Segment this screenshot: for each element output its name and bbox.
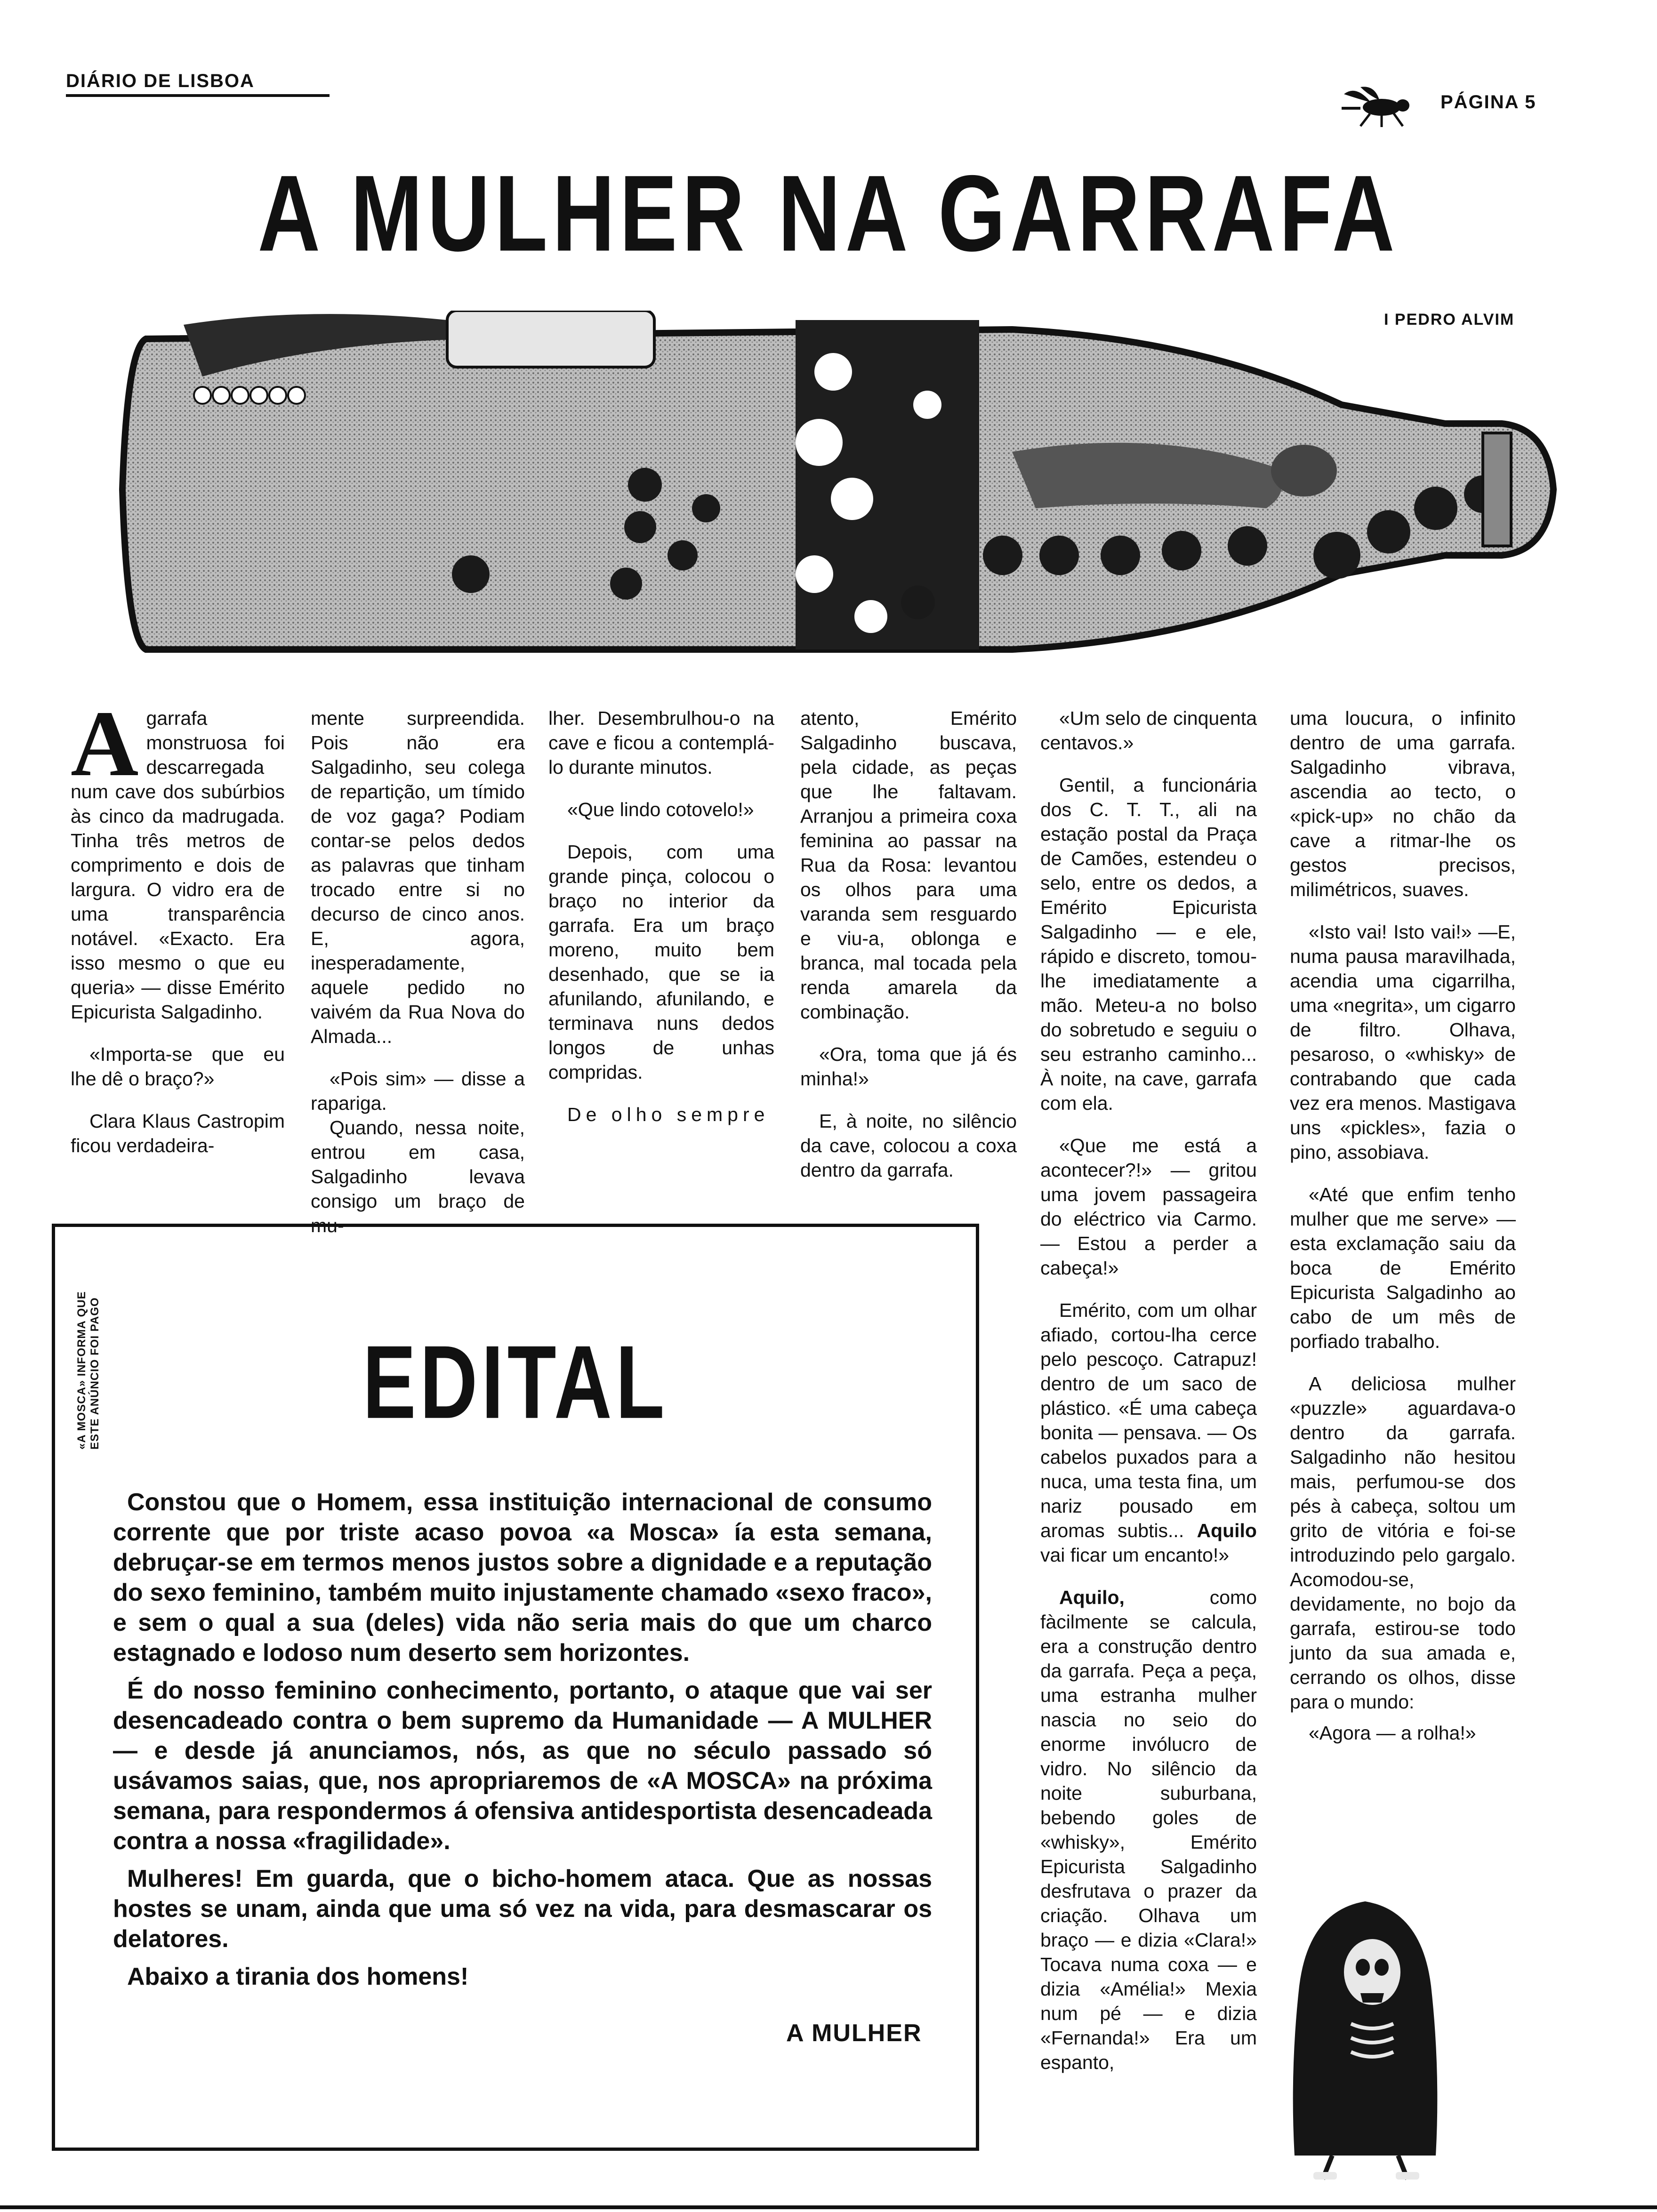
- byline-author: PEDRO ALVIM: [1394, 311, 1515, 329]
- article-column-6: [1290, 706, 1516, 1763]
- paragraph-text: Emérito, com um olhar afiado, cortou-lha cerce pelo pescoço. Catrapuz! dentro de um saco de plástico. «É uma cabeça bonita — pensava. — Os cabelos puxados para a nuca, uma testa fina, um nariz pousado em aromas subtis...: [1040, 1299, 1257, 1541]
- paragraph: «Até que enfim tenho mulher que me serve» — esta exclamação saiu da boca de Emérito Epicurista Salgadinho ao cabo de um mês de porfiado trabalho.: [1290, 1184, 1516, 1352]
- paragraph: Clara Klaus Castropim ficou verdadeira-: [71, 1110, 285, 1156]
- edital-side-note-text: «A MOSCA» INFORMA QUE ESTE ANÚNCIO FOI PAGO: [75, 1291, 101, 1450]
- article-column-3: [548, 706, 774, 1145]
- paragraph: «Um selo de cinquenta centavos.»: [1040, 707, 1257, 753]
- edital-paragraph: Abaixo a tirania dos homens!: [127, 1963, 469, 1990]
- paragraph: «Que lindo cotovelo!»: [567, 799, 754, 820]
- headline: A MULHER NA GARRAFA: [257, 152, 1400, 274]
- paragraph: uma loucura, o infinito dentro de uma garrafa. Salgadinho vibrava, ascendia ao tecto, o «pick-up» no chão da cave a ritmar-lhe os gestos precisos, milimétricos, suaves.: [1290, 707, 1516, 900]
- paragraph: [1040, 1298, 1257, 1567]
- paragraph-text: vai ficar um encanto!»: [1040, 1544, 1230, 1566]
- bold-word: Aquilo,: [1059, 1587, 1125, 1608]
- paragraph: lher. Desembrulhou-o na cave e ficou a contemplá-lo durante minutos.: [548, 707, 774, 778]
- article-column-4: [800, 706, 1017, 1200]
- page-number: PÁGINA 5: [1440, 92, 1536, 112]
- paragraph: «Isto vai! Isto vai!» —E, numa pausa maravilhada, acendia uma cigarrilha, uma «negrita», um cigarro de filtro. Olhava, pesaroso, o «whisky» de contrabando que cada vez era menos. Mastigava uns «pickles», fazia o pino, assobiava.: [1290, 921, 1516, 1163]
- paragraph: «Agora — a rolha!»: [1309, 1722, 1476, 1744]
- paragraph: [1040, 1585, 1257, 2075]
- article-column-2: [311, 706, 525, 1256]
- edital-title: EDITAL: [362, 1324, 668, 1441]
- paragraph: E, à noite, no silêncio da cave, colocou a coxa dentro da garrafa.: [800, 1110, 1017, 1181]
- paragraph: «Importa-se que eu lhe dê o braço?»: [71, 1043, 285, 1090]
- paragraph: De olho sempre: [567, 1104, 770, 1125]
- edital-paragraph: Mulheres! Em guarda, que o bicho-homem ataca. Que as nossas hostes se unam, ainda que uma só vez na vida, para desmascarar os delatores.: [113, 1865, 932, 1953]
- article-column-5: [1040, 706, 1257, 2092]
- paragraph: atento, Emérito Salgadinho buscava, pela cidade, as peças que lhe faltavam. Arranjou a primeira coxa feminina ao passar na Rua da Rosa: levantou os olhos para uma varanda sem resguardo e viu-a, oblonga e branca, mal tocada pela renda amarela da combinação.: [800, 707, 1017, 1023]
- edital-signature: A MULHER: [786, 2020, 922, 2047]
- edital-paragraph: É do nosso feminino conhecimento, portanto, o ataque que vai ser desencadeado contra o bem supremo da Humanidade — A MULHER — e desde já anunciamos, nós, as que no século passado só usávamos saias, que, nos apropriaremos de «A MOSCA» na próxima semana, para respondermos á ofensiva antidesportista desencadeada contra a nossa «fragilidade».: [113, 1677, 932, 1855]
- paragraph: mente surpreendida. Pois não era Salgadinho, seu colega de repartição, um tímido de voz gaga? Podiam contar-se pelos dedos as palavras que tinham trocado entre si no decurso de cinco anos. E, agora, inesperadamente, aquele pedido no vaivém da Rua Nova do Almada...: [311, 707, 525, 1047]
- bottom-rule: [0, 2205, 1657, 2209]
- paragraph: Depois, com uma grande pinça, colocou o braço no interior da garrafa. Era um braço moreno, muito bem desenhado, que se ia afunilando, afunilando, e terminava nuns dedos longos de unhas compridas.: [548, 841, 774, 1083]
- drop-cap: A: [71, 692, 139, 796]
- paragraph: garrafa monstruosa foi descarregada num cave dos subúrbios às cinco da madrugada. Tinha três metros de comprimento e dois de largura. O vidro era de uma transparência notável. «Exacto. Era isso mesmo o que eu queria» — disse Emérito Epicurista Salgadinho.: [71, 707, 285, 1023]
- paragraph: «Pois sim» — disse a rapariga.: [311, 1068, 525, 1114]
- article-column-1: [71, 692, 285, 1158]
- byline: I PEDRO ALVIM: [1384, 311, 1515, 329]
- fly-logo-icon: [1342, 85, 1422, 127]
- paragraph-text: como fàcilmente se calcula, era a construção dentro da garrafa. Peça a peça, uma estranha mulher nascia no seio do enorme invólucro de vidro. No silêncio da noite suburbana, bebendo goles de «whisky», Emérito Epicurista Salgadinho desfrutava o prazer da criação. Olhava um braço — e dizia «Clara!» Tocava numa coxa — e dizia «Amélia!» Mexia num pé — e dizia «Fernanda!» Era um espanto,: [1040, 1587, 1257, 2073]
- masthead-rule: [66, 94, 330, 97]
- paragraph: Quando, nessa noite, entrou em casa, Salgadinho levava consigo um braço de mu-: [311, 1117, 525, 1236]
- edital-body: [113, 1487, 932, 1999]
- bottle-illustration: [118, 311, 1558, 668]
- bold-word: Aquilo: [1197, 1520, 1257, 1541]
- paragraph: «Que me está a acontecer?!» — gritou uma jovem passageira do eléctrico via Carmo. — Estou a perder a cabeça!»: [1040, 1135, 1257, 1279]
- edital-paragraph: Constou que o Homem, essa instituição internacional de consumo corrente que por triste acaso povoa «a Mosca» ía esta semana, debruçar-se em termos menos justos sobre a dignidade e a reputação do sexo feminino, também muito injustamente chamado «sexo fraco», e sem o qual a sua (deles) vida não seria mais do que um charco estagnado e lodoso num deserto sem horizontes.: [113, 1489, 932, 1667]
- masthead: DIÁRIO DE LISBOA: [66, 71, 255, 91]
- paragraph: «Ora, toma que já és minha!»: [800, 1043, 1017, 1090]
- paragraph: Gentil, a funcionária dos C. T. T., ali na estação postal da Praça de Camões, estendeu o selo, entre os dedos, a Emérito Epicurista Salgadinho — e ele, rápido e discreto, tomou-lhe imediatamente a mão. Meteu-a no bolso do sobretudo e seguiu o seu estranho caminho... À noite, na cave, garrafa com ela.: [1040, 774, 1257, 1114]
- paragraph: A deliciosa mulher «puzzle» aguardava-o dentro da garrafa. Salgadinho não hesitou mais, perfumou-se dos pés à cabeça, soltou um grito de vitória e foi-se introduzindo pelo gargalo. Acomodou-se, devidamente, no bojo da garrafa, estirou-se todo junto da sua amada e, cerrando os olhos, disse para o mundo:: [1290, 1373, 1516, 1713]
- skeleton-illustration: [1280, 1892, 1450, 2184]
